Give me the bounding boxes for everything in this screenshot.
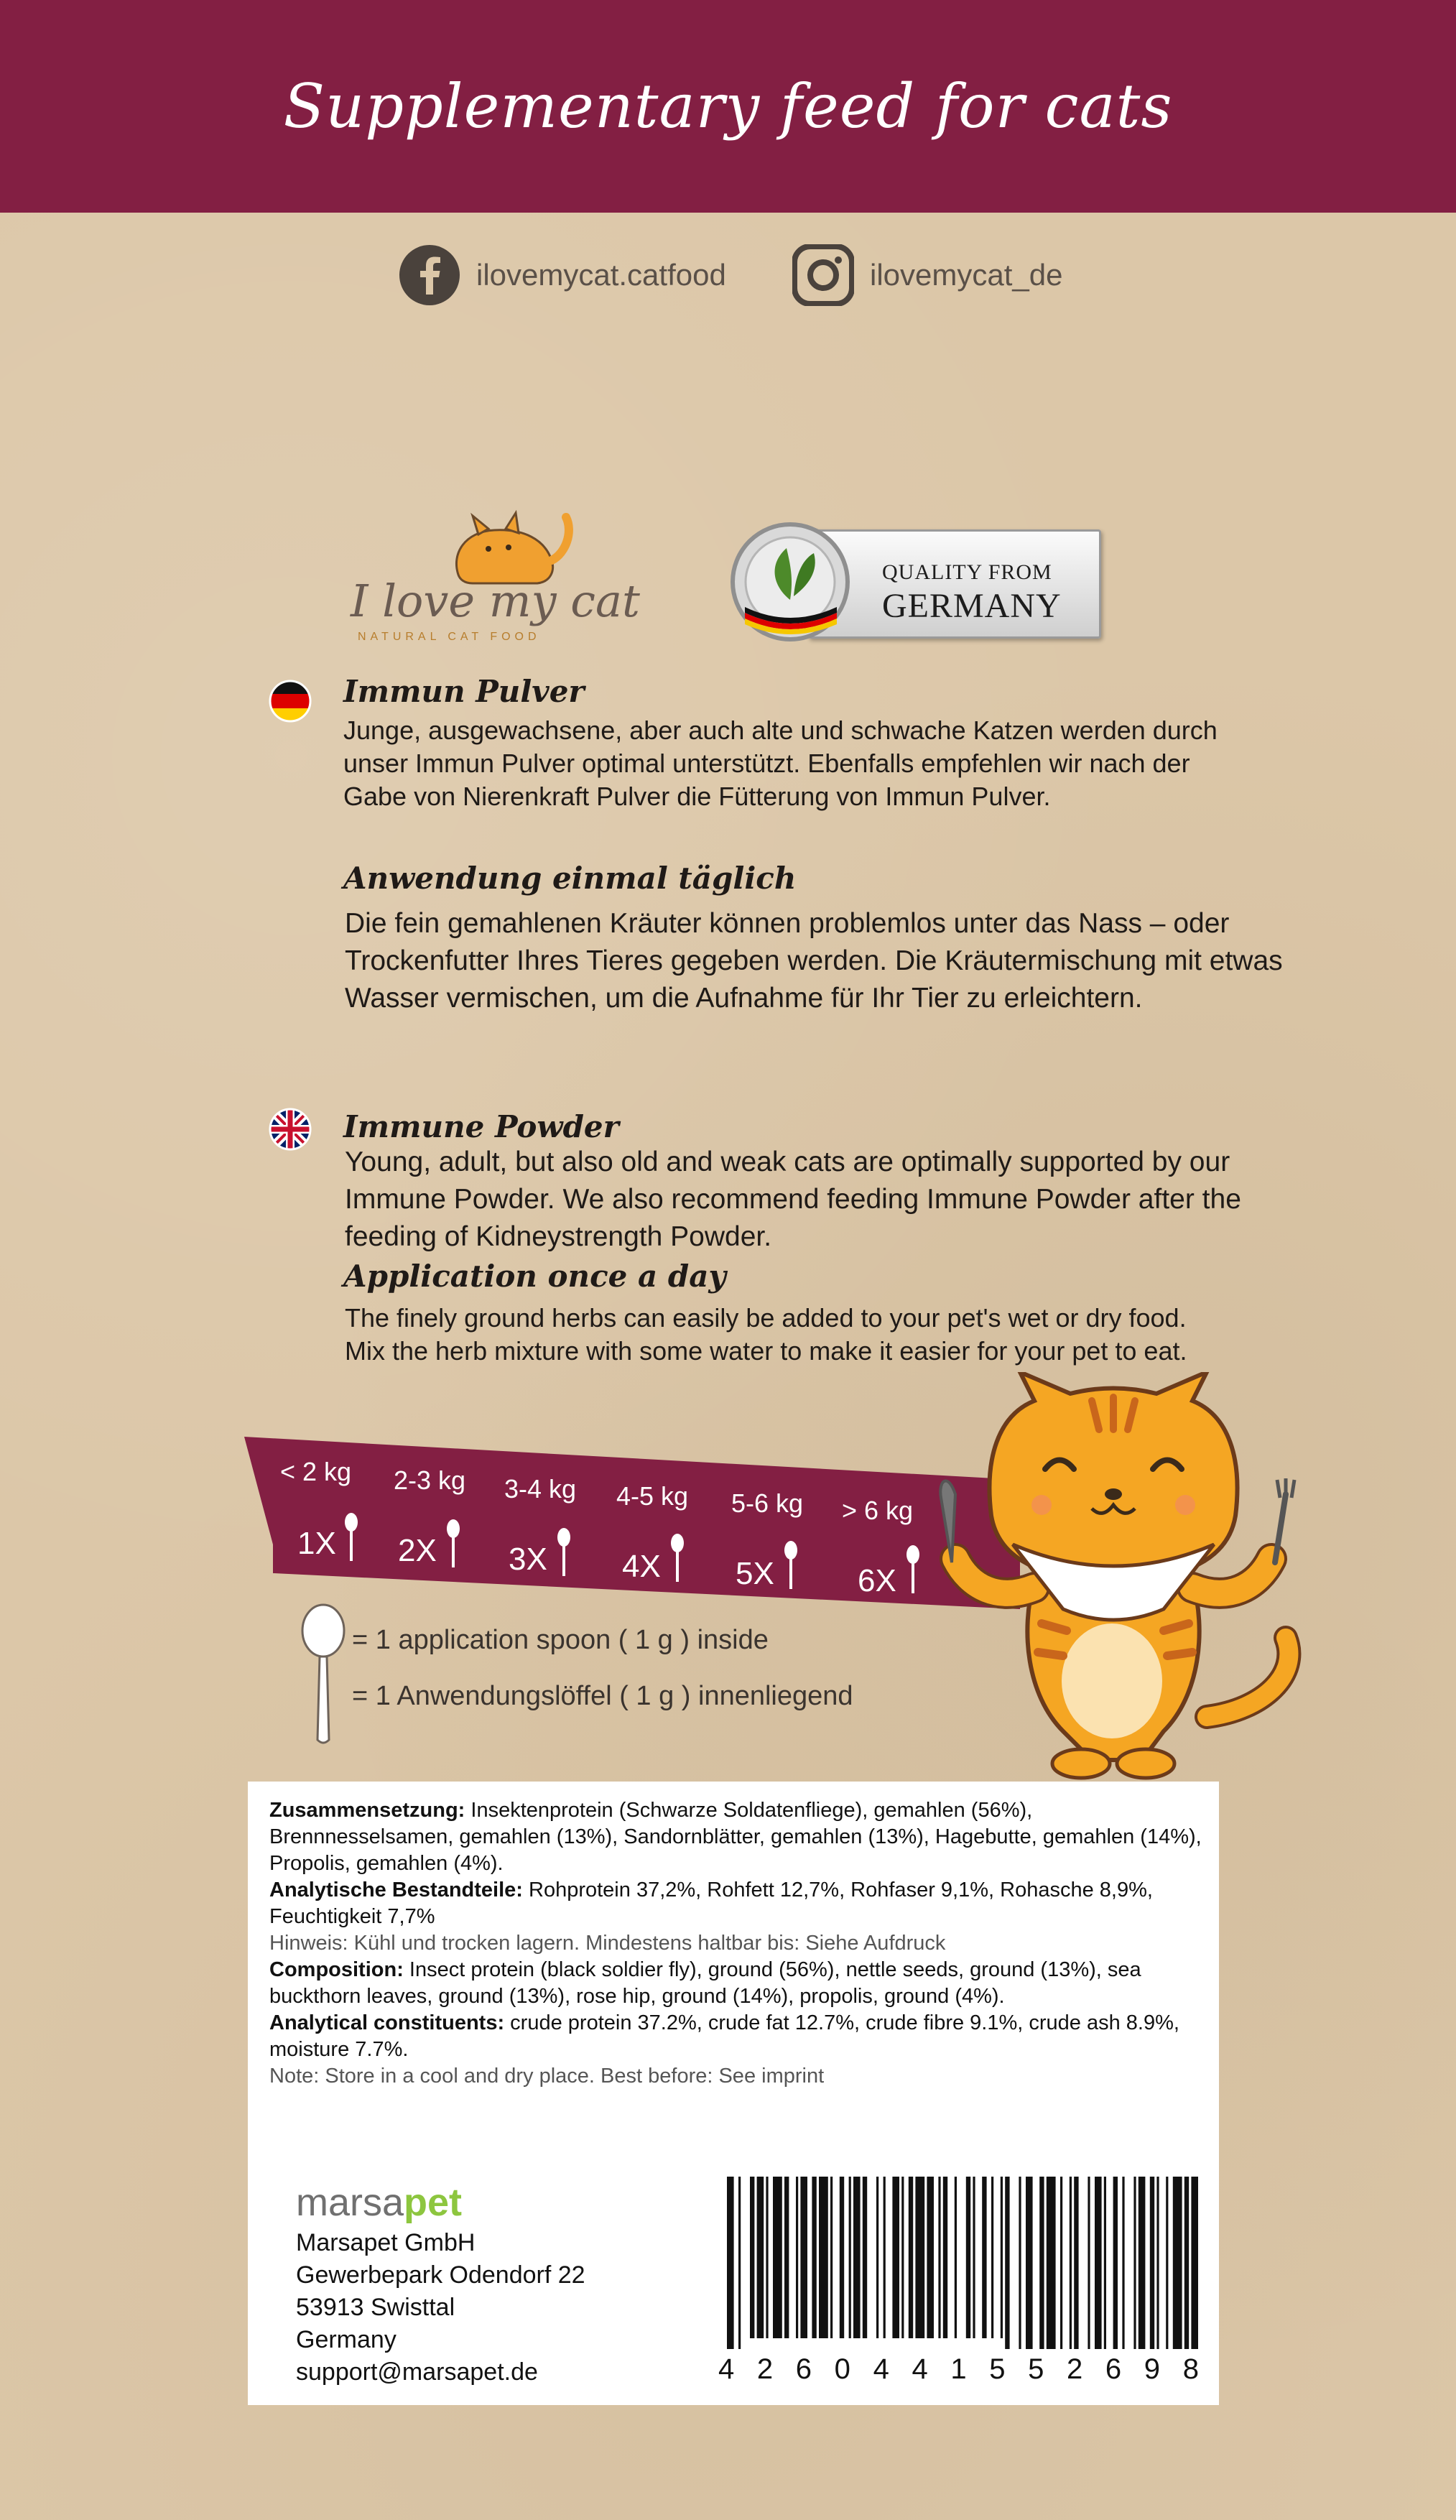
page-title: Supplementary feed for cats	[283, 71, 1173, 142]
barcode-bar	[1139, 2177, 1146, 2349]
quality-line2: GERMANY	[882, 587, 1062, 625]
en-intro-text: Young, adult, but also old and weak cats are optimally supported by our Immune Powder. We also recommend feeding Immune Powder after the feeding of Kidneystrength Powder.	[345, 1146, 1241, 1252]
barcode-bar	[766, 2177, 768, 2338]
header-banner	[0, 0, 1456, 213]
analytic-en	[269, 2010, 1203, 2037]
de-usage-text: Die fein gemahlenen Kräuter können problemlos unter das Nass – oder Trockenfutter Ihres Tieres gegeben werden. Die Kräutermischung mit etwas Wasser vermischen, um die Aufnahme für Ihr Tier zu erleichtern.	[345, 908, 1283, 1014]
dose-weight-5: 5-6 kg	[731, 1488, 804, 1518]
de-usage-title: Anwendung einmal täglich	[343, 861, 797, 896]
barcode-bar	[1019, 2177, 1021, 2349]
barcode-digit: 2	[1067, 2353, 1084, 2385]
barcode-bar	[982, 2177, 986, 2338]
composition-en	[269, 1957, 1203, 2010]
barcode-bar	[1047, 2177, 1056, 2349]
en-usage-text: The finely ground herbs can easily be added to your pet's wet or dry food. Mix the herb mixture with some water to make it easier for your pet to eat.	[345, 1303, 1187, 1366]
composition-en-label: Composition:	[269, 1958, 404, 1981]
barcode-bar	[727, 2177, 734, 2349]
barcode-bar	[1173, 2177, 1182, 2349]
barcode-bar	[1039, 2177, 1044, 2349]
barcode-bar	[1074, 2177, 1078, 2349]
barcode-bar	[1113, 2177, 1118, 2349]
barcode-digit: 4	[912, 2353, 929, 2385]
marsapet-logo-b: pet	[404, 2181, 463, 2224]
barcode-digit: 2	[756, 2353, 774, 2385]
barcode-bar	[973, 2177, 975, 2338]
barcode-digit: 4	[718, 2353, 736, 2385]
quality-badge	[729, 521, 1103, 643]
barcode-bar	[1005, 2177, 1009, 2349]
marsapet-logo-a: marsa	[296, 2181, 404, 2224]
dose-count-6: 6X	[858, 1563, 896, 1598]
en-usage-title: Application once a day	[343, 1259, 726, 1294]
barcode-bar	[853, 2177, 861, 2338]
instagram-link[interactable]	[792, 241, 1062, 310]
analytic-en-label: Analytical constituents:	[269, 2011, 505, 2034]
barcode-digit: 5	[1028, 2353, 1045, 2385]
barcode-digit: 9	[1144, 2353, 1161, 2385]
facebook-icon	[399, 244, 460, 306]
barcode-bar	[819, 2177, 828, 2338]
quality-line1: QUALITY FROM	[882, 560, 1052, 584]
analytic-de	[269, 1877, 1203, 1930]
dose-weight-1: < 2 kg	[280, 1457, 352, 1486]
spoon-icon	[905, 1544, 921, 1595]
barcode-bar	[1191, 2177, 1198, 2349]
analytic-en-value: crude protein 37.2%, crude fat 12.7%, crude fibre 9.1%, crude ash 8.9%,	[504, 2011, 1179, 2034]
dose-weight-2: 2-3 kg	[394, 1465, 466, 1495]
barcode-bar	[1060, 2177, 1062, 2349]
germany-flag-icon	[269, 680, 312, 723]
dose-count-2: 2X	[398, 1533, 437, 1568]
barcode-digit: 8	[1182, 2353, 1200, 2385]
brand-logo	[351, 503, 652, 668]
barcode-bar	[830, 2177, 833, 2338]
barcode-bar	[1184, 2177, 1189, 2349]
barcode-digit: 5	[989, 2353, 1006, 2385]
spoon-icon	[445, 1519, 461, 1569]
barcode-bar	[1070, 2177, 1072, 2349]
dose-count-3: 3X	[509, 1542, 547, 1577]
dose-weight-4: 4-5 kg	[616, 1481, 689, 1511]
company-city: 53913 Swisttal	[296, 2294, 455, 2321]
dose-weight-6: > 6 kg	[842, 1496, 914, 1525]
barcode-bar	[876, 2177, 878, 2338]
dose-count-1: 1X	[297, 1526, 336, 1561]
barcode-bar	[901, 2177, 904, 2338]
facebook-handle: ilovemycat.catfood	[476, 258, 726, 292]
ingredients-text	[269, 1797, 1203, 2090]
barcode-bar	[927, 2177, 934, 2338]
barcode-bar	[796, 2177, 798, 2338]
barcode-bar	[757, 2177, 764, 2338]
barcode-bar	[849, 2177, 851, 2338]
barcode	[718, 2177, 1200, 2392]
spoon-icon	[669, 1533, 685, 1583]
barcode-bar	[966, 2177, 970, 2338]
barcode-bar	[1122, 2177, 1124, 2349]
barcode-bar	[1095, 2177, 1102, 2349]
barcode-bar	[915, 2177, 924, 2338]
spoon-icon	[783, 1540, 799, 1590]
barcode-digit: 4	[873, 2353, 890, 2385]
spoon-legend-de: = 1 Anwendungslöffel ( 1 g ) innenliegend	[352, 1681, 853, 1711]
quality-plate	[808, 529, 1101, 639]
barcode-bar	[800, 2177, 807, 2338]
barcode-bar	[738, 2177, 741, 2349]
company-street: Gewerbepark Odendorf 22	[296, 2261, 585, 2289]
barcode-bar	[1026, 2177, 1033, 2349]
barcode-bar	[955, 2177, 957, 2338]
barcode-digit: 1	[950, 2353, 968, 2385]
composition-de	[269, 1797, 1203, 1877]
barcode-bar	[863, 2177, 867, 2338]
barcode-bar	[892, 2177, 899, 2338]
barcode-bar	[991, 2177, 993, 2338]
cat-mascot-illustration	[927, 1372, 1329, 1782]
germany-seal-icon	[729, 521, 851, 643]
large-spoon-icon	[298, 1603, 348, 1747]
analytic-en-moisture: moisture 7.7%.	[269, 2038, 409, 2061]
barcode-bar	[773, 2177, 782, 2338]
ingredients-panel	[248, 1782, 1219, 2405]
barcode-bar	[884, 2177, 886, 2338]
dose-weight-3: 3-4 kg	[504, 1474, 577, 1504]
dose-count-5: 5X	[736, 1556, 774, 1591]
facebook-link[interactable]	[399, 241, 726, 310]
analytic-de-value: Rohprotein 37,2%, Rohfett 12,7%, Rohfaser 9,1%, Rohasche 8,9%, Feuchtigkeit 7,7%	[269, 1879, 1153, 1928]
barcode-bar	[1150, 2177, 1154, 2349]
dose-count-4: 4X	[622, 1549, 661, 1584]
barcode-bar	[1001, 2177, 1003, 2338]
company-country: Germany	[296, 2326, 397, 2353]
company-name: Marsapet GmbH	[296, 2229, 476, 2256]
marsapet-logo	[296, 2180, 462, 2225]
barcode-bar	[750, 2177, 754, 2338]
de-product-title: Immun Pulver	[343, 674, 585, 709]
barcode-bar	[938, 2177, 940, 2338]
composition-en-value: Insect protein (black soldier fly), ground (56%), nettle seeds, ground (13%), sea buckthorn leaves, ground (13%), rose hip, ground (14%), propolis, ground (4%).	[269, 1958, 1141, 2008]
spoon-legend-en: = 1 application spoon ( 1 g ) inside	[352, 1625, 769, 1655]
note-en: Note: Store in a cool and dry place. Best before: See imprint	[269, 2065, 825, 2088]
barcode-bar	[1156, 2177, 1159, 2349]
company-address	[296, 2227, 585, 2389]
composition-de-label: Zusammensetzung:	[269, 1799, 465, 1822]
barcode-bar	[1088, 2177, 1090, 2349]
composition-de-value: Insektenprotein (Schwarze Soldatenfliege), gemahlen (56%), Brennnesselsamen, gemahlen (13%), Sandornblätter, gemahlen (13%), Hagebutte, gemahlen (14%), Propolis, gemahlen (4%).	[269, 1799, 1202, 1875]
barcode-bar	[909, 2177, 913, 2338]
barcode-digit: 6	[1105, 2353, 1123, 2385]
barcode-bar	[1133, 2177, 1136, 2349]
note-de: Hinweis: Kühl und trocken lagern. Mindestens haltbar bis: Siehe Aufdruck	[269, 1932, 946, 1955]
instagram-icon	[792, 244, 854, 306]
barcode-bar	[1104, 2177, 1106, 2349]
barcode-bar	[943, 2177, 947, 2338]
barcode-bar	[1166, 2177, 1168, 2349]
instagram-handle: ilovemycat_de	[870, 258, 1063, 292]
barcode-bar	[784, 2177, 789, 2338]
barcode-bar	[840, 2177, 844, 2338]
barcode-digit: 0	[834, 2353, 851, 2385]
company-email[interactable]: support@marsapet.de	[296, 2358, 538, 2386]
de-intro-text: Junge, ausgewachsene, aber auch alte und schwache Katzen werden durch unser Immun Pulver optimal unterstützt. Ebenfalls empfehlen wir nach der Gabe von Nierenkraft Pulver die Fütterung von Immun Pulver.	[343, 715, 1218, 811]
barcode-bar	[812, 2177, 816, 2338]
barcode-bars	[718, 2177, 1200, 2349]
barcode-digits	[718, 2353, 1200, 2386]
spoon-icon	[556, 1527, 572, 1578]
spoon-icon	[343, 1512, 359, 1562]
uk-flag-icon	[269, 1108, 312, 1151]
en-product-title: Immune Powder	[343, 1109, 619, 1144]
brand-logo-text: I love my cat	[351, 575, 640, 627]
barcode-digit: 6	[795, 2353, 813, 2385]
analytic-de-label: Analytische Bestandteile:	[269, 1879, 523, 1901]
brand-logo-subtitle: NATURAL CAT FOOD	[358, 631, 541, 643]
